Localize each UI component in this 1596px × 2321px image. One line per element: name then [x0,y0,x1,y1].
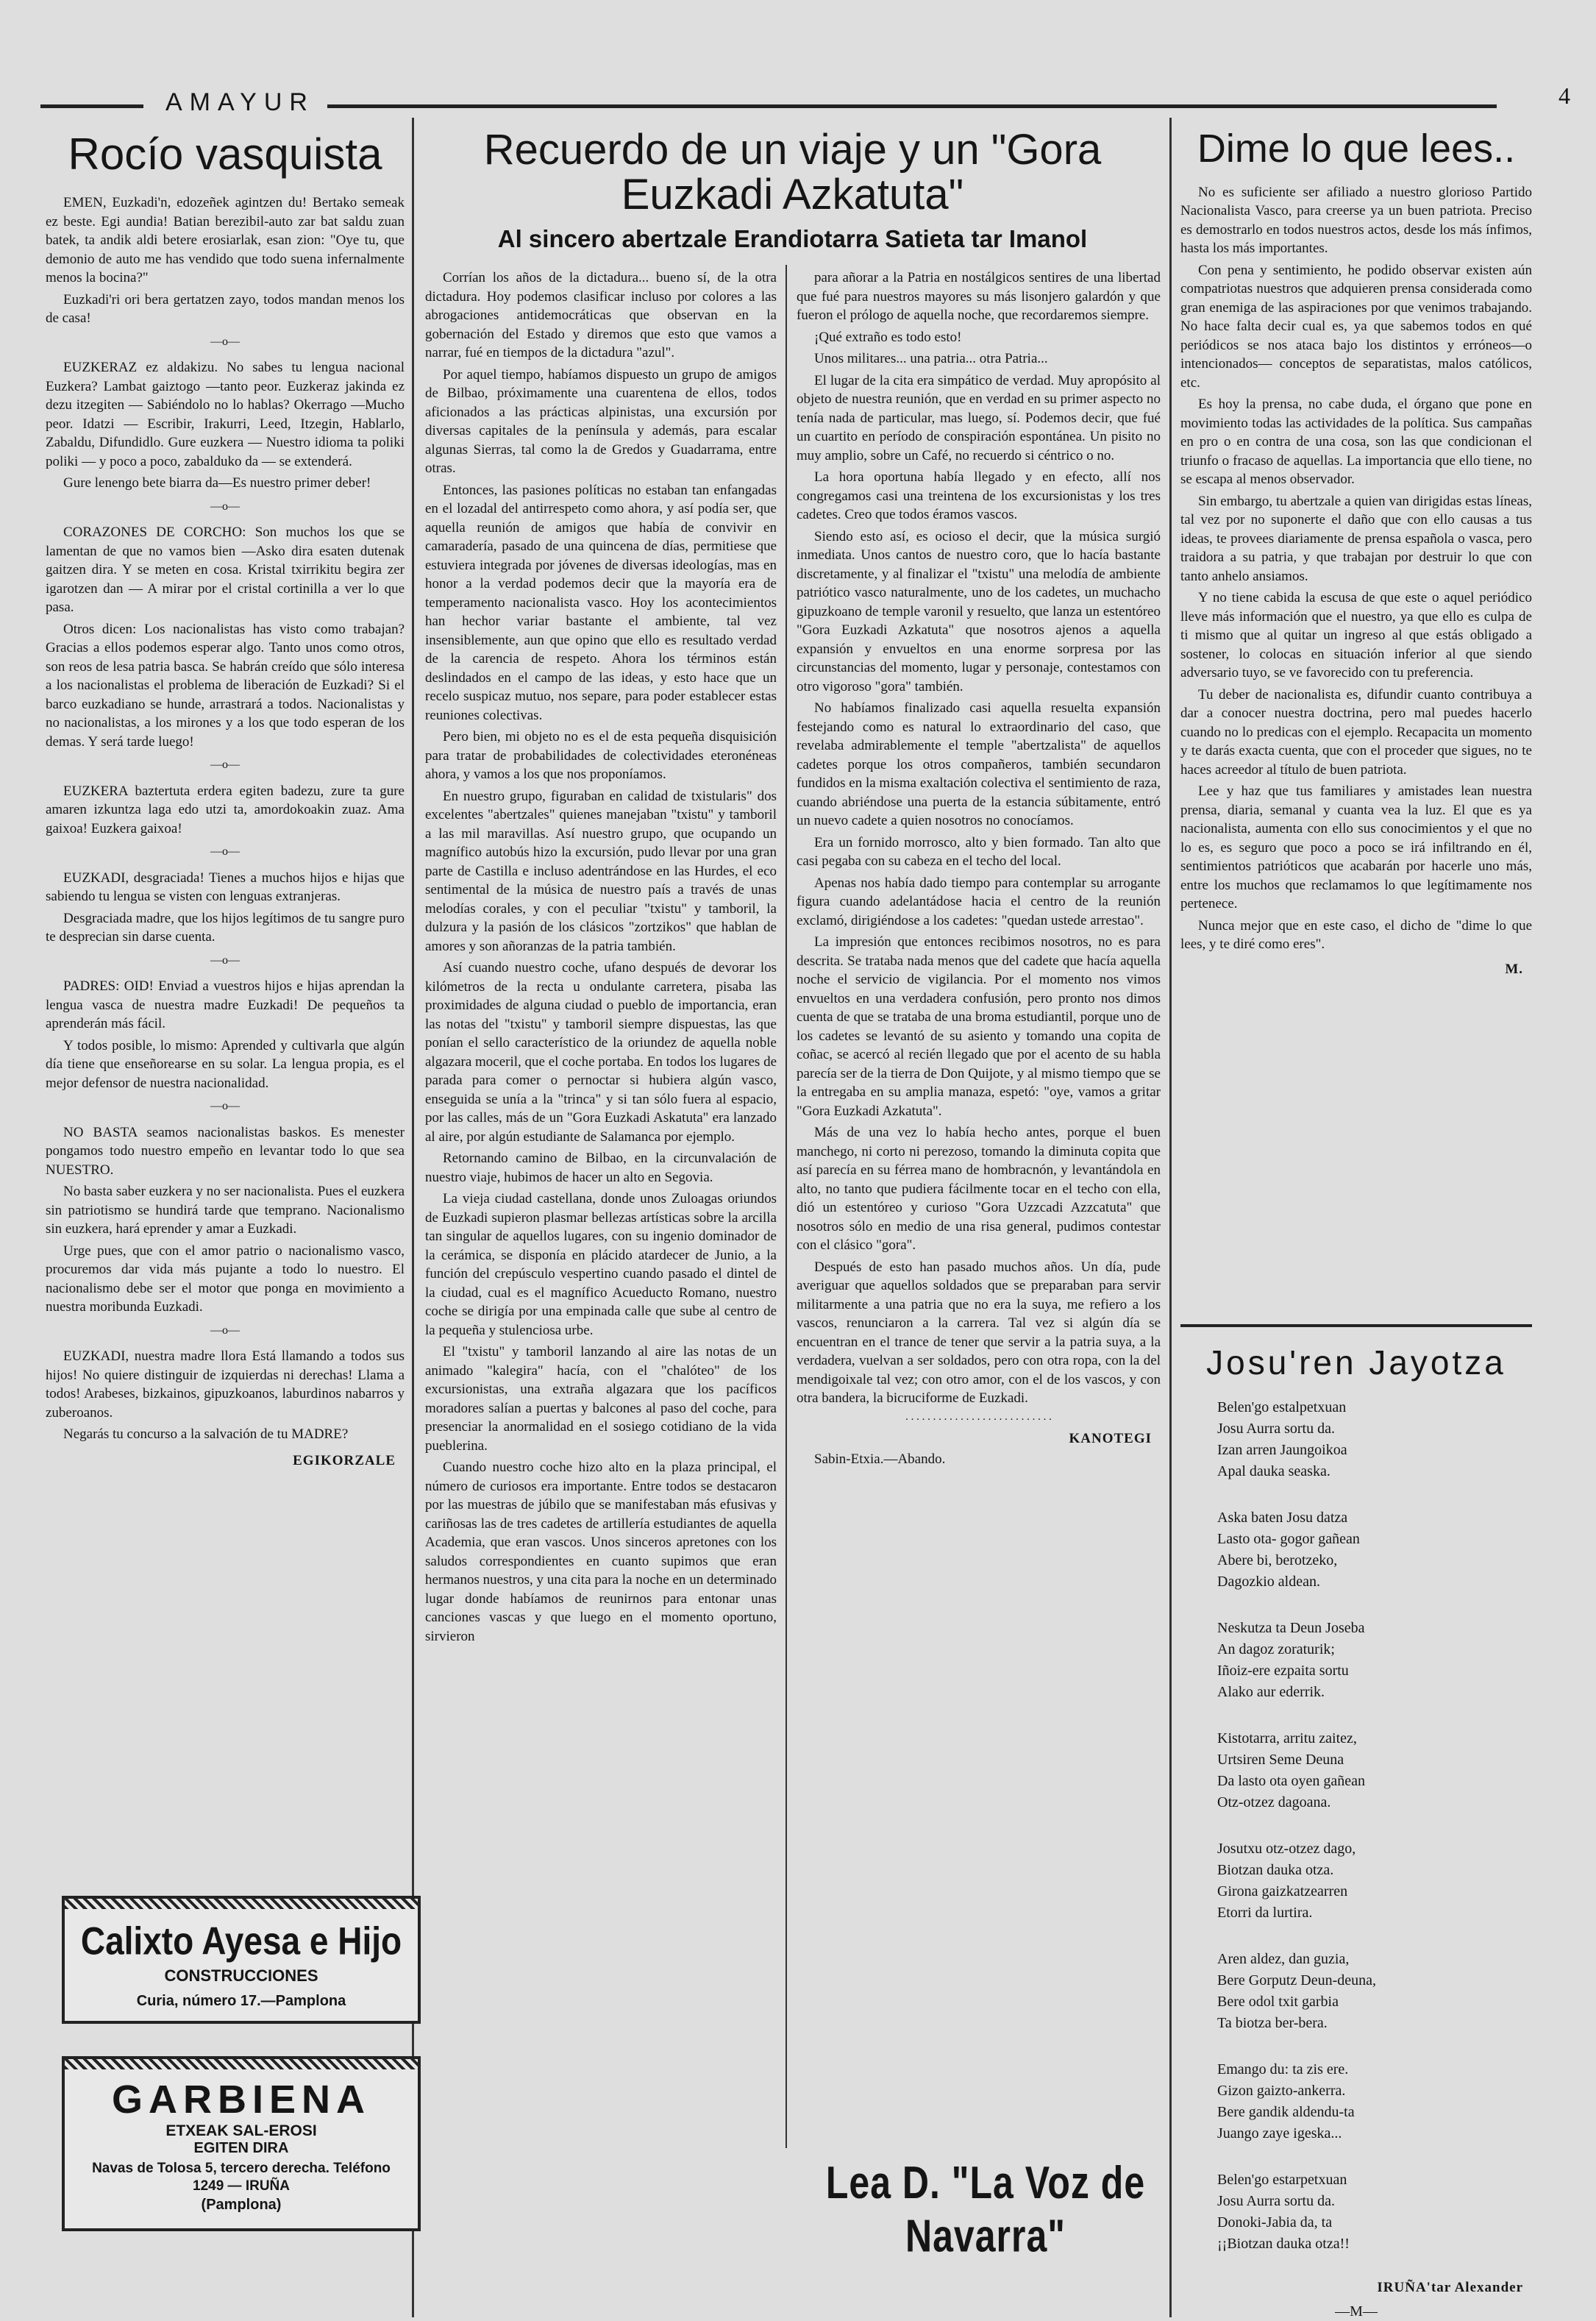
paragraph: NO BASTA seamos nacionalistas baskos. Es menester pongamos todo nuestro empeño en levantar todo lo que sea NUESTRO. [46,1124,405,1178]
column-dime-lo-que-lees [1180,125,1532,1273]
poem-stanza [1217,2059,1532,2144]
paragraph: Otros dicen: Los nacionalistas has visto como trabajan? Gracias a ellos podemos esperar algo. Tanto unos como otros, son reos de lesa patria basca. Se habrán creído que sólo interesa a los nacionalistas el problema de liberación de Euzkadi? Si el barco euzkadiano se hunde, arrastrará a todos. Nacionalistas y no nacionalistas, a los mirones y a los que todo esperan de los demas. Y será tarde luego! [46,621,405,750]
paragraph: EUZKERAZ ez aldakizu. No sabes tu lengua nacional Euzkera? Lambat gaiztogo —tanto peor. Euzkeraz jakinda ez dezu itzegiten — Sabiéndolo no lo hablas? Okerrago —Mucho peor. Idatzi — Escribir, Irakurri, Leed, Itzegin, Hablarlo, Zabaldu, Difundidlo. Gure euzkera — Nuestro idioma ta poliki poliki — y poco a poco, zabalduko da — se extenderá. [46,360,405,469]
poem-stanza [1217,1618,1532,1703]
section-rule [1180,1324,1532,1327]
section-separator: —o— [210,1100,240,1112]
poem-line: Josu Aurra sortu da. [1217,2193,1335,2209]
ad-border-top [65,2059,418,2069]
article-body-dime [1180,183,1532,954]
section-separator: —o— [210,758,240,771]
paragraph: Por aquel tiempo, habíamos dispuesto un grupo de amigos de Bilbao, próximamente una cuarentena de ellos, todos aficionados a las prácticas alpinistas, una excursión por diversas capitales de la península y además, para escalar algunas Sierras, tal como la de Gredos y Guadarrama, entre otras. [425,366,777,476]
section-separator: —o— [210,845,240,858]
paragraph: No basta saber euzkera y no ser nacionalista. Pues el euzkera sin patriotismo se hundirá tarde que temprano. Nacionalismo sin euzkera, hará eprender y amar a Euzkadi. [46,1184,405,1237]
poem-signature: IRUÑA'tar Alexander [1377,2280,1523,2295]
paragraph: EUZKADI, nuestra madre llora Está llamando a todos sus hijos! No quiere distinguir de izquierdas ni derechas! Llama a todos! Arabeses, bizkainos, gipuzkoanos, laburdinos nabarros y zuberoanos. [46,1348,405,1421]
ad-border-top [65,1899,418,1909]
poem-stanza [1217,1949,1532,2034]
poem-stanza [1217,2169,1532,2255]
poem-line: Girona gaizkatzearren [1217,1883,1348,1899]
poem-line: Belen'go estalpetxuan [1217,1399,1347,1415]
poem-line: Dagozkio aldean. [1217,1574,1320,1590]
masthead: AMAYUR [165,88,315,116]
paragraph: EMEN, Euzkadi'n, edozeñek agintzen du! Bertako semeak ez beste. Egi aundia! Batian berezibil-auto zar bat saldu zuan batek, ta andik aldi betere erosiarlak, esan zion: "Oye tu, que demonio de auto me has vendido que todo suena infernalmente menos la bocina?" [46,195,405,285]
ad-subtitle: CONSTRUCCIONES [164,1966,318,1985]
paragraph: Pero bien, mi objeto no es el de esta pequeña disquisición para tratar de probabilidades de colectividades eteronéneas ahora, y vamos a los que nos proponíamos. [425,729,777,782]
poem-line: Juango zaye igeska... [1217,2125,1342,2141]
poem-line: Gizon gaizto-ankerra. [1217,2083,1346,2099]
paragraph: Tu deber de nacionalista es, difundir cuanto contribuya a dar a conocer nuestra doctrina, pero mal puedes hacerlo cuando no lo predicas con el ejemplo. Recapacita un momento y te darás exacta cuenta, que con el proceder que sigues, no te haces acreedor al título de buen patriota. [1180,686,1532,778]
column-divider-2 [1169,118,1172,2317]
paragraph: No es suficiente ser afiliado a nuestro glorioso Partido Nacionalista Vasco, para creerse ya un buen patriota. Preciso es demostrarlo en todos nuestros actos, desde los más ínfimos, hasta los más importantes. [1180,184,1532,257]
paragraph: Apenas nos había dado tiempo para contemplar su arrogante figura cuando adelantádose hacia el centro de la reunión exclamó, dirigiéndose a los cadetes: "quedan ustede arrestao". [797,875,1161,928]
paragraph: Unos militares... una patria... otra Patria... [814,351,1048,366]
paragraph: PADRES: OID! Enviad a vuestros hijos e hijas aprendan la lengua vasca de nuestra madre Euzkadi! De pequeños ta aprenderán más fácil. [46,978,405,1031]
paragraph: Era un fornido morrosco, alto y bien formado. Tan alto que casi pegaba con su cabeza en el techo del local. [797,834,1161,869]
poem-josuren-jayotza [1180,1343,1532,2320]
article-dedication: Al sincero abertzale Erandiotarra Satieta tar Imanol [497,224,1088,252]
paragraph: Sin embargo, tu abertzale a quien van dirigidas estas líneas, tal vez por no suponerte el daño que con ello causas a tus ideas, te provees diariamente de prensa española o vasca, pero traidora a su patria, y que trabajan por destruir lo que con tanto anhelo ansiamos. [1180,493,1532,584]
poem-line: Aska baten Josu datza [1217,1510,1348,1526]
poem-line: Abere bi, berotzeko, [1217,1552,1338,1568]
page-number: 4 [1558,82,1570,109]
center-article-col-left [425,269,777,2152]
poem-line: Kistotarra, arritu zaitez, [1217,1730,1357,1746]
poem-title: Josu'ren Jayotza [1206,1343,1506,1382]
paragraph: La hora oportuna había llegado y en efecto, allí nos congregamos casi una treintena de los excursionistas y los tres cadetes. Creo que todos éramos vascos. [797,469,1161,522]
ad-title: Calixto Ayesa e Hijo [80,1919,402,1963]
paragraph: Así cuando nuestro coche, ufano después de devorar los kilómetros de la recta u ondulante carretera, pisaba las proximidades de alguna ciudad o pueblo de importancia, eran las notas del "txistu" y tamboril siempre dispuestas, las que ponían el sello característico de la oriundez de aquella noble algazara moceril, que el coche portaba. En todos los lugares de parada para comer o pernoctar si hubiera algún vasco, enseguida se unía a la "trinca" y si tan sólo fuera al espacio, por las calles, más de un "Gora Euzkadi Askatuta" era lanzado al aire, por algún estudiante de Salamanca por ejemplo. [425,960,777,1145]
paragraph: Y todos posible, lo mismo: Aprended y cultivarla que algún día tiene que enseñorearse en su solar. La lengua propia, es el mejor defensor de nuestra nacionalidad. [46,1037,405,1091]
poem-line: Alako aur ederrik. [1217,1684,1325,1700]
ad-garbiena [62,2056,421,2231]
paragraph: Entonces, las pasiones políticas no estaban tan enfangadas en el lozadal del antirrespeto como ahora, y así podía ser, que aquella reunión de amigos que había de convivir en camaradería, pasado de una quincena de días, permitiese que estuviera integrada por jóvenes de diversas ideologías, mas en honor a la verdad podemos decir que la mayoría era de temperamento nacionalista vasco. Hoy los acontecimientos han hechor variar bastante el ambiente, tal vez insensiblemente, aun que opino que ello es resultado verdad de la carencia de respeto. Ahora los términos están deslindados en el campo de las ideas, y esto hace que un recelo suspicaz mutuo, nos separe, para poder establecer estas reuniones colectivas. [425,482,777,723]
poem-line: Da lasto ota oyen gañean [1217,1773,1366,1789]
paragraph: ¡Qué extraño es todo esto! [814,329,962,345]
paragraph: Y no tiene cabida la escusa de que este o aquel periódico lleve más información que el nuestro, ya que ello es culpa de ti mismo que al quitar un ingreso al que estás obligado a sostener, lo colocas en situación inferior al que siendo adversario tuyo, se ve favorecido con tu preferencia. [1180,590,1532,681]
poem-line: Iñoiz-ere ezpaita sortu [1217,1663,1349,1679]
poem-line: Belen'go estarpetxuan [1217,2172,1347,2188]
section-separator: —o— [210,500,240,513]
paragraph: Corrían los años de la dictadura... bueno sí, de la otra dictadura. Hoy podemos clasificar incluso por colores a las abrogaciones antidemocráticas que observan en la gobernación del Estado y diremos que esto que vamos a narrar, fué en tiempos de la dictadura "azul". [425,270,777,360]
header-rule-right [327,104,1497,108]
paragraph: Es hoy la prensa, no cabe duda, el órgano que pone en movimiento todas las actividades de la política. Sus campañas en pro o en contra de una cosa, son las que condicionan el triunfo o fracaso de aquellas. La importancia que ello tiene, no se escapa al menos observador. [1180,397,1532,488]
page-header [40,82,1570,119]
paragraph: Negarás tu concurso a la salvación de tu MADRE? [63,1426,349,1442]
ad-calixto-ayesa [62,1896,421,2024]
ad-line: EGITEN DIRA [193,2140,289,2156]
poem-line: An dagoz zoraturik; [1217,1641,1335,1657]
poem-line: Bere Gorputz Deun-deuna, [1217,1972,1377,1988]
poem-stanza [1217,1838,1532,1924]
ad-subtitle: ETXEAK SAL-EROSI [165,2122,317,2139]
ad-city: (Pamplona) [201,2197,282,2213]
article-signature-m: M. [1505,961,1523,977]
poem-line: Lasto ota- gogor gañean [1217,1531,1360,1547]
paragraph: Con pena y sentimiento, he podido observar existen aún compatriotas nuestros que adquieren prensa considerada como gran enemiga de las aspiraciones por que venimos trabajando. No hace falta decir cual es, ya que sabemos todos en qué periódicos se nos ataca bajo los distintos y erróneos—o intencionados— conceptos de separatistas, malos católicos, etc. [1180,262,1532,391]
poem-line: Izan arren Jaungoikoa [1217,1442,1347,1458]
article-signature-kanotegi: KANOTEGI [1069,1430,1152,1446]
poem-line: Apal dauka seaska. [1217,1463,1330,1479]
ad-title: GARBIENA [111,2077,371,2122]
paragraph: para añorar a la Patria en nostálgicos sentires de una libertad que fué para nuestros mayores su más lisonjero galardón y que fueron el prólogo de aquella noche, que recordaremos siempre. [797,270,1161,323]
article-title-rocio: Rocío vasquista [68,129,382,179]
poem-line: Urtsiren Seme Deuna [1217,1752,1344,1768]
paragraph: Desgraciada madre, que los hijos legítimos de tu sangre puro te desprecian sin darse cuenta. [46,910,405,945]
section-separator: —o— [210,953,240,967]
paragraph: Gure lenengo bete biarra da—Es nuestro primer deber! [63,475,371,491]
paragraph: La vieja ciudad castellana, donde unos Zuloagas oriundos de Euzkadi supieron plasmar bellezas artísticas sobre la arcilla tan singular de aquellos lugares, con su ingenio dominador de la cerámica, se disponía en plácido atardecer de Junio, a la función del crepúsculo vespertino cuando pasado el dintel de la ciudad, cual es el magnífico Acueducto Romano, nuestro coche se dirigía por una empinada calle que sube al centro de la pequeña y stulenciosa urbe. [425,1191,777,1338]
paragraph: El "txistu" y tamboril lanzando al aire las notas de un animado "kalegira" hacía, con el "chalóteo" de los excursionistas, una extraña algazara que los pacíficos moradores salían a puertas y balcones al paso del coche, para presenciar la anormalidad en el sosiego cotidiano de la vida pueblerina. [425,1344,777,1454]
ad-address: Curia, número 17.—Pamplona [136,1993,346,2009]
paragraph: EUZKADI, desgraciada! Tienes a muchos hijos e hijas que sabiendo tu lengua se visten con lenguas extranjeras. [46,870,405,904]
poem-line: Aren aldez, dan guzia, [1217,1951,1350,1967]
article-body-recuerdo-left [425,269,777,1646]
article-body-recuerdo-right [797,269,1161,1408]
poem-line: Biotzan dauka otza. [1217,1862,1334,1878]
ellipsis-line: . . . . . . . . . . . . . . . . . . . . . . . . . . . [905,1410,1052,1423]
article-title-recuerdo: Recuerdo de un viaje y un "Gora Euzkadi Azkatuta" [483,126,1102,218]
poem-line: ¡¡Biotzan dauka otza!! [1217,2236,1350,2252]
article-signature-egikorzale: EGIKORZALE [293,1452,396,1468]
poem-line: Ta biotza ber-bera. [1217,2015,1328,2031]
paragraph: El lugar de la cita era simpático de verdad. Muy apropósito al objeto de nuestra reunión, que en verdad en su primer aspecto no tenía nada de particular, mas luego, sí. Podemos decir, que fué un cuartito en período de conspiración espontánea. Un pisito no muy amplio, sobre un Café, no recuerdo si céntrico o no. [797,372,1161,463]
poem-line: Otz-otzez dagoana. [1217,1794,1331,1810]
paragraph: EUZKERA baztertuta erdera egiten badezu, zure ta gure amaren izkuntza laga edo utzi ta, amordokoakin zuaz. Ama gaixoa! Euzkera gaixoa! [46,783,405,836]
poem-line: Bere odol txit garbia [1217,1994,1339,2010]
poem-body [1180,1397,1532,2255]
center-column-divider [785,265,787,2148]
article-place: Sabin-Etxia.—Abando. [814,1451,946,1467]
article-body-rocio [46,193,405,1470]
section-separator: —o— [210,1323,240,1337]
paragraph: Euzkadi'ri ori bera gertatzen zayo, todos mandan menos los de casa! [46,291,405,326]
paragraph: Más de una vez lo había hecho antes, porque el buen manchego, ni corto ni perezoso, tomando la diminuta copita que así parecía en su férrea mano de hombracnón, y levantándola en alto, no tanto que pudiera fácilmente tocar en el techo con ella, dió un estentóreo y curioso "Gora Uzzcadi Azzcatuta" que nosotros sólo en medio de una risa general, pudimos contestar con el clásico "gora". [797,1125,1161,1253]
column-rocio-vasquista [46,125,405,1905]
poem-line: Josutxu otz-otzez dago, [1217,1841,1356,1857]
paragraph: CORAZONES DE CORCHO: Son muchos los que se lamentan de que no vamos bien —Asko dira esaten dutenak gaitzen dira. Y se meten en cosa. Kristal txirrikitu begira zer igarotzen dan — A mirar por el cristal cortinilla a ver lo que pasa. [46,525,405,615]
header-rule-left [40,104,143,108]
article-title-dime: Dime lo que lees.. [1197,127,1516,171]
center-article-header [423,125,1162,265]
poem-line: Emango du: ta zis ere. [1217,2061,1349,2077]
paragraph: La impresión que entonces recibimos nosotros, no es para descrita. Se trataba nada menos que del cadete que hacía aquella noche el servicio de vigilancia. Por el momento nos vimos envueltos en una verdadera confusión, pero pronto nos dimos cuenta de que se trataba de una broma estudiantil, porque uno de los cadetes se levantó de su asiento y tomando una copita de coñac, se acercó al recién llegado que por el acento de su habla parecía ser de la tierra de Don Quijote, y al mismo tiempo que se la entregaba en su amplia manaza, espetó: "oye, vamos a gritar "Gora Euzkadi Azkatuta". [797,934,1161,1119]
banner-la-voz-de-navarra: Lea D. "La Voz de Navarra" [825,2156,1146,2262]
paragraph: Urge pues, que con el amor patrio o nacionalismo vasco, procuremos dar vida más pujante a todo lo nuestro. El nacionalismo debe ser el motor que ponga en movimiento a nuestra moribunda Euzkadi. [46,1243,405,1315]
poem-end-mark: —M— [1335,2303,1378,2320]
poem-line: Etorri da lurtira. [1217,1905,1313,1921]
ad-address: Navas de Tolosa 5, tercero derecha. Teléfono 1249 — IRUÑA [92,2161,391,2194]
section-separator: —o— [210,335,240,348]
poem-line: Josu Aurra sortu da. [1217,1421,1335,1437]
poem-stanza [1217,1397,1532,1482]
poem-line: Bere gandik aldendu-ta [1217,2104,1355,2120]
paragraph: Lee y haz que tus familiares y amistades lean nuestra prensa, diaria, semanal y cuanta vea la luz. El que es ya nacionalista, aumenta con ello sus conocimientos y el que no lo es, es seguro que poco a poco se irá infiltrando en él, sentimientos patrióticos que acabarán por hacerle uno más, entre los muchos que reclamamos lo que legítimamente nos pertenece. [1180,783,1532,912]
paragraph: Nunca mejor que en este caso, el dicho de "dime lo que lees, y te diré como eres". [1180,917,1532,953]
poem-stanza [1217,1507,1532,1593]
paragraph: En nuestro grupo, figuraban en calidad de txistularis" dos excelentes "abertzales" quienes manejaban "txistu" y tamboril a las mil maravillas. Así nuestro grupo, que ocupando un magnífico autobús hizo la excursión, pudo llevar por una gran parte de Castilla e incluso adentrándose en las Hurdes, el eco sentimental de la música de nuestro país a través de unas melodías corales, y con el peculiar "txistu" y tamboril, la dulzura y la pasión de los clásicos "zortzikos" que hablan de amores y son añoranzas de la patria también. [425,788,777,954]
poem-line: Donoki-Jabia da, ta [1217,2214,1333,2231]
paragraph: No habíamos finalizado casi aquella resuelta expansión festejando como es natural lo extraordinario del caso, que revelaba admirablemente el temple "abertzalista" de aquellos cadetes porque los otros compañeros, también secundaron fundidos en la misma exaltación colectiva el sentimiento de raza, cuando abriéndose una puerta de la estancia súbitamente, entró un nuevo cadete a quien nosotros no conocíamos. [797,700,1161,828]
poem-stanza [1217,1728,1532,1813]
paragraph: Después de esto han pasado muchos años. Un día, pude averiguar que aquellos soldados que se preparaban para servir militarmente a una patria que no era la suya, me refiero a los vascos, renunciaron a la carrera. Tal vez si algún día se encuentran en el trance de tener que servir a la patria suya, a la verdadera, vuelvan a ser soldados, pero con otra ropa, con la del mendigoixale tal vez; con otro amor, con el de los vascos, y con otra bandera, la bicruciforme de Euzkadi. [797,1259,1161,1406]
paragraph: Cuando nuestro coche hizo alto en la plaza principal, el número de curiosos era importante. Entre todos se destacaron por las muestras de júbilo que se manifestaban más efusivas y cariñosas las de tres cadetes de artillería estudiantes de aquella Academia, que eran vascos. Unos sinceros apretones con los saludos correspondientes en cuanto supimos que eran hermanos nuestros, y una cita para la noche en un determinado lugar donde habíamos de reunirnos para entonar unas canciones vascas y que luego en el momento oportuno, sirvieron [425,1460,777,1644]
poem-line: Neskutza ta Deun Joseba [1217,1620,1365,1636]
center-article-col-right [797,269,1161,2152]
paragraph: Siendo esto así, es ocioso el decir, que la música surgió inmediata. Unos cantos de nuestro coro, que lo hacía bastante discretamente, y al finalizar el "txistu" una melodía de ambiente patriótico vasco naturalmente, uno de los cadetes, un muchacho gipuzkoano de temple varonil y resuelto, que lanza un estentóreo "Gora Euzkadi Azkatuta" que nosotros ajenos a aquella expansión y envueltos en una enorme sorpresa por las circunstancias del momento, lugar y personaje, contestamos con otro vigoroso "gora" también. [797,528,1161,694]
paragraph: Retornando camino de Bilbao, en la circunvalación de nuestro viaje, hubimos de hacer un alto en Segovia. [425,1151,777,1185]
